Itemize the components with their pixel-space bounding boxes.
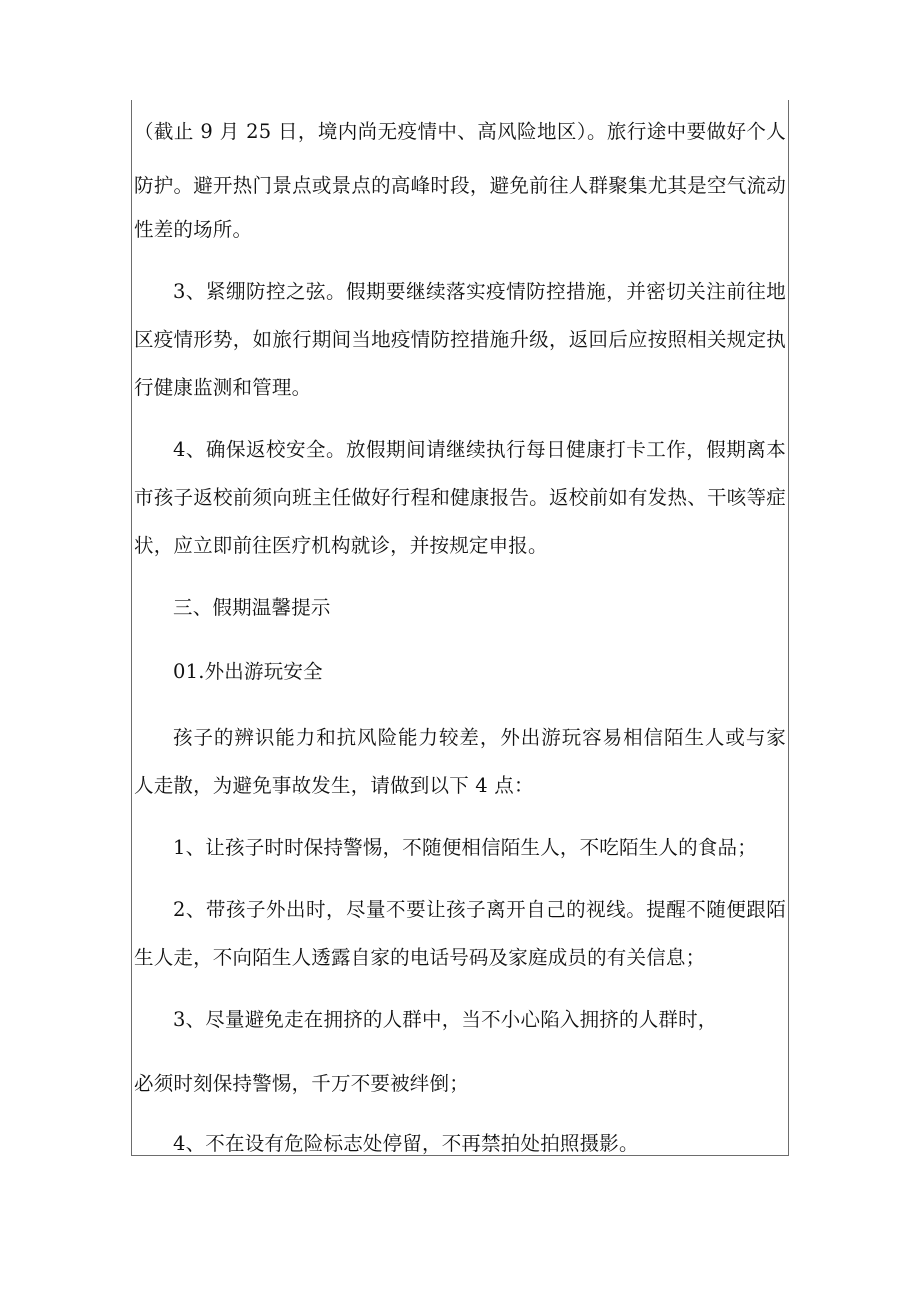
document-table-frame bbox=[131, 100, 789, 1156]
paragraph-line: 行健康监测和管理。 bbox=[134, 376, 312, 399]
paragraph-line: 市孩子返校前须向班主任做好行程和健康报告。返校前如有发热、干咳等症 bbox=[134, 486, 786, 509]
paragraph-line: 人走散，为避免事故发生，请做到以下 4 点： bbox=[134, 774, 534, 797]
paragraph-line: 防护。避开热门景点或景点的高峰时段，避免前往人群聚集尤其是空气流动 bbox=[134, 174, 786, 197]
paragraph-line: 区疫情形势，如旅行期间当地疫情防控措施升级，返回后应按照相关规定执 bbox=[134, 328, 786, 351]
paragraph-line: 4、确保返校安全。放假期间请继续执行每日健康打卡工作，假期离本 bbox=[173, 438, 786, 461]
subsection-heading: 01.外出游玩安全 bbox=[173, 660, 323, 683]
paragraph-line: 状，应立即前往医疗机构就诊，并按规定申报。 bbox=[134, 534, 548, 557]
list-item: 1、让孩子时时保持警惕，不随便相信陌生人，不吃陌生人的食品； bbox=[173, 836, 757, 859]
list-item: 2、带孩子外出时，尽量不要让孩子离开自己的视线。提醒不随便跟陌 bbox=[173, 898, 786, 921]
list-item: 3、尽量避免走在拥挤的人群中，当不小心陷入拥挤的人群时， bbox=[173, 1008, 718, 1031]
paragraph-line: 孩子的辨识能力和抗风险能力较差，外出游玩容易相信陌生人或与家 bbox=[173, 726, 786, 749]
paragraph-line: 性差的场所。 bbox=[134, 218, 253, 241]
paragraph-line: 必须时刻保持警惕，千万不要被绊倒； bbox=[134, 1072, 469, 1095]
paragraph-line: 3、紧绷防控之弦。假期要继续落实疫情防控措施，并密切关注前往地 bbox=[173, 280, 786, 303]
paragraph-line: （截止 9 月 25 日，境内尚无疫情中、高风险地区）。旅行途中要做好个人 bbox=[134, 120, 786, 143]
paragraph-line: 生人走，不向陌生人透露自家的电话号码及家庭成员的有关信息； bbox=[134, 946, 706, 969]
section-heading: 三、假期温馨提示 bbox=[173, 596, 331, 619]
list-item: 4、不在设有危险标志处停留，不再禁拍处拍照摄影。 bbox=[173, 1132, 639, 1155]
